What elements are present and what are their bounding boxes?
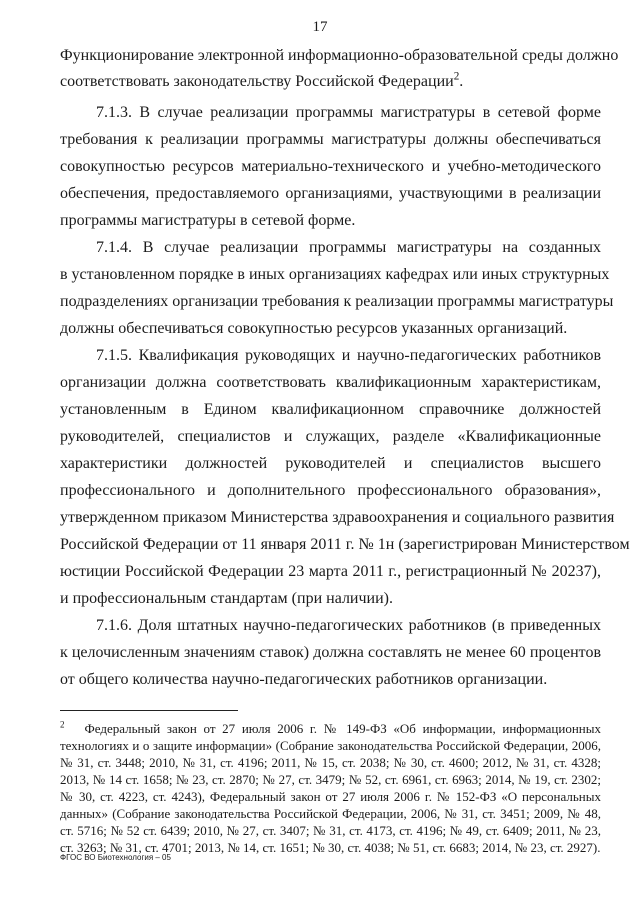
paragraph-line: обеспечения, предоставляемого организациями, участвующими в реализации	[60, 185, 601, 202]
footnote-line: ст. 5716; № 52 ст. 6439; 2010, № 27, ст. 3407; № 31, ст. 4173, ст. 4196; № 49, ст. 6409; 2011, № 23,	[60, 823, 601, 838]
footnote-line: данных» (Собрание законодательства Российской Федерации, 2006, № 31, ст. 3451; 2009, № 48,	[60, 806, 601, 821]
paragraph-line: 7.1.3. В случае реализации программы магистратуры в сетевой форме	[96, 104, 601, 121]
paragraph-line: установленным в Едином квалификационном справочнике должностей	[60, 401, 601, 418]
paragraph-line: организации должна соответствовать квалификационным характеристикам,	[60, 374, 601, 391]
paragraph-line: руководителей, специалистов и служащих, разделе «Квалификационные	[60, 428, 601, 445]
paragraph-line: требования к реализации программы магистратуры должны обеспечиваться	[60, 131, 601, 148]
footnote-line: № 31, ст. 3448; 2010, № 31, ст. 4196; 2011, № 15, ст. 2038; № 30, ст. 4600; 2012, № 31, ст. 4328;	[60, 755, 601, 770]
footnote-line: № 30, ст. 4223, ст. 4243), Федеральный закон от 27 июля 2006 г. № 152-ФЗ «О персональных	[60, 789, 601, 804]
footnote-line-text: Федеральный закон от 27 июля 2006 г. № 149-ФЗ «Об информации, информационных	[84, 721, 601, 736]
footnote-line	[60, 721, 601, 737]
page-number: 17	[312, 19, 328, 35]
paragraph-line: совокупностью ресурсов материально-технического и учебно-методического	[60, 158, 601, 175]
paragraph-line: и профессиональным стандартам (при наличии).	[60, 590, 393, 607]
footnote-separator	[60, 710, 238, 711]
paragraph-line: программы магистратуры в сетевой форме.	[60, 212, 356, 229]
paragraph-line-text: соответствовать законодательству Российской Федерации	[60, 73, 454, 90]
paragraph-line-period: .	[459, 73, 464, 90]
paragraph-line: подразделениях организации требования к реализации программы магистратуры	[60, 293, 614, 310]
paragraph-line: профессионального и дополнительного профессионального образования»,	[60, 482, 601, 499]
footnote-line: технологиях и о защите информации» (Собрание законодательства Российской Федерации, 2006,	[60, 738, 601, 753]
paragraph-line	[60, 72, 601, 92]
paragraph-line: 7.1.4. В случае реализации программы магистратуры на созданных	[96, 239, 601, 256]
paragraph-line: должны обеспечиваться совокупностью ресурсов указанных организаций.	[60, 320, 568, 337]
paragraph-line: Российской Федерации от 11 января 2011 г. № 1н (зарегистрирован Министерством	[60, 536, 630, 553]
paragraph-line: характеристики должностей руководителей и специалистов высшего	[60, 455, 601, 472]
paragraph-line: к целочисленным значениям ставок) должна составлять не менее 60 процентов	[60, 644, 601, 661]
paragraph-line: в установленном порядке в иных организациях кафедрах или иных структурных	[60, 266, 610, 283]
paragraph-line: утвержденном приказом Министерства здравоохранения и социального развития	[60, 509, 615, 526]
paragraph-line: юстиции Российской Федерации 23 марта 2011 г., регистрационный № 20237),	[60, 563, 601, 580]
footnote-reference[interactable]: 2	[453, 70, 460, 83]
paragraph-line: Функционирование электронной информационно-образовательной среды должно	[60, 47, 619, 64]
paragraph-line: от общего количества научно-педагогических работников организации.	[60, 671, 548, 688]
footnote-marker: 2	[60, 719, 65, 730]
footnote-line: 2013, № 14 ст. 1658; № 23, ст. 2870; № 27, ст. 3479; № 52, ст. 6961, ст. 6963; 2014, № 19, ст. 2302;	[60, 772, 601, 787]
paragraph-line: 7.1.6. Доля штатных научно-педагогических работников (в приведенных	[96, 617, 601, 634]
paragraph-line: 7.1.5. Квалификация руководящих и научно-педагогических работников	[96, 347, 601, 364]
document-footer: ФГОС ВО Биотехнология – 05	[60, 853, 171, 862]
footnote-line: ст. 3263; № 31, ст. 4701; 2013, № 14, ст. 1651; № 30, ст. 4038; № 51, ст. 6683; 2014, № 23, ст. 2927).	[60, 840, 601, 855]
